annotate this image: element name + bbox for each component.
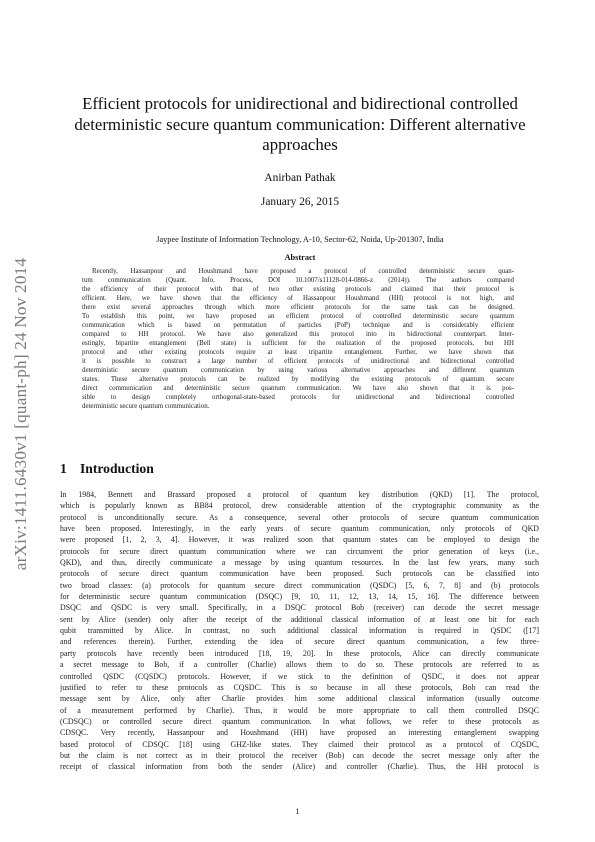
body-line: a secret message to Bob, if a controller (Charlie) allows them to do so. These protocols are referred to as xyxy=(60,660,539,670)
abstract-heading: Abstract xyxy=(284,253,316,262)
body-line: have been proposed. Interestingly, in the early years of secure quantum communication, only protocols of QKD xyxy=(60,524,539,534)
body-line: party protocols have recently been introduced [18, 19, 20]. In these protocols, Alice can directly communicate xyxy=(60,648,539,658)
body-line: DSQC and QSDC is very small. Specifically, in a DSQC protocol Bob (receiver) can decode the secret message xyxy=(60,603,539,613)
body-line: protocols for secure direct quantum communication where we can circumvent the prior generation of keys (i.e., xyxy=(60,546,539,556)
body-line: In 1984, Bennett and Brassard proposed a protocol of quantum key distribution (QKD) [1]. The protocol, xyxy=(60,490,539,499)
abstract-line: estingly, bipartite entanglement (Bell state) is sufficient for the realization of the proposed protocols, but HH xyxy=(82,340,514,347)
body-line: of a measurement performed by Charlie). Thus, it would be more appropriate to call them controlled DSQC xyxy=(60,705,539,715)
arxiv-identifier: arXiv:1411.6430v1 [quant-ph] 24 Nov 2014 xyxy=(11,257,30,571)
abstract-line: communication which is based on permutation of particles (PoP) technique and is considerably efficient xyxy=(82,322,514,329)
author-affiliation: Jaypee Institute of Information Technology, A-10, Sector-62, Noida, Up-201307, India xyxy=(156,235,444,244)
body-line: qubit transmitted by Alice. In contrast, no such additional classical information is required in QSDC ([17] xyxy=(60,626,539,636)
author-name: Anirban Pathak xyxy=(264,172,336,184)
body-line: QKD), and thus, directly communicate a message by using quantum resources. In the last few years, many such xyxy=(60,558,539,568)
body-line: CDSQC. Very recently, Hassanpour and Houshmand (HH) have proposed an interesting entanglement swapping xyxy=(60,728,539,738)
title-line: approaches xyxy=(262,135,338,154)
body-line: message sent by Alice, only after Charlie provides him some additional classical information (usually outcome xyxy=(60,694,539,704)
body-line: but the claim is not correct as in their protocol the receiver (Bob) can decode the secret message only after the xyxy=(60,750,539,760)
page-number: 1 xyxy=(295,806,300,816)
body-line: for deterministic secure quantum communication (DSQC) [9, 10, 11, 12, 13, 14, 15, 16]. The difference between xyxy=(60,592,539,602)
abstract-body xyxy=(82,267,514,411)
abstract-line: efficient. Here, we have shown that the efficiency of Hassanpour Houshmand (HH) protocol is not high, and xyxy=(82,295,514,302)
section-title: Introduction xyxy=(80,461,154,476)
paper-date: January 26, 2015 xyxy=(260,196,340,208)
section-number: 1 xyxy=(60,461,67,476)
body-line: were proposed [1, 2, 3, 4]. However, it was realized soon that quantum states can be employed to design the xyxy=(60,535,539,545)
body-line: sent by Alice (sender) only after the receipt of the additional classical information of at least one bit for each xyxy=(60,614,539,624)
abstract-line: it is possible to construct a large number of efficient protocols of unidirectional and bidirectional controlled xyxy=(82,358,514,365)
abstract-line: there exist several approaches through which more efficient protocols for the same task can be designed. xyxy=(82,304,514,311)
abstract-line: To establish this point, we have proposed an efficient protocol of controlled deterministic secure quantum xyxy=(82,313,514,320)
body-line: receipt of classical information from both the sender (Alice) and controller (Charlie). Thus, the HH protocol is xyxy=(60,762,539,772)
abstract-line: deterministic secure quantum communication. xyxy=(82,403,210,410)
paper-title xyxy=(60,94,540,156)
title-line: deterministic secure quantum communication: Different alternative xyxy=(74,114,526,134)
body-line: and references therein). Further, extending the idea of secure direct quantum communication, a few three- xyxy=(60,637,539,647)
introduction-body xyxy=(60,489,539,773)
body-line: protocols of secure direct quantum communication have been proposed. Such protocols can be classified into xyxy=(60,569,539,579)
title-line: Efficient protocols for unidirectional and bidirectional controlled xyxy=(82,94,518,113)
body-line: justified to refer to these protocols as CQSDC. This is so because in all these protocols, Bob can read the xyxy=(60,682,539,692)
abstract-line: Recently, Hassanpour and Houshmand have proposed a protocol of controlled deterministic secure quan- xyxy=(92,268,514,275)
body-line: protocol is unconditionally secure. As a consequence, several other protocols of secure quantum communication xyxy=(60,512,539,522)
body-line: based protocol of CDSQC [18] using GHZ-like states. They claimed their protocol as a protocol of CQSDC, xyxy=(60,739,539,749)
abstract-line: sible to design completely orthogonal-state-based protocols for unidirectional and bidirectional controlled xyxy=(82,394,514,401)
body-line: (CDSQC) or controlled secure direct quantum communication. In what follows, we refer to these protocols as xyxy=(60,716,539,726)
abstract-line: deterministic secure quantum communication by using various alternative approaches and different quantum xyxy=(82,367,514,374)
body-line: two broad classes: (a) protocols for quantum secure direct communication (QSDC) [5, 6, 7, 8] and (b) protocols xyxy=(60,580,539,590)
body-line: controlled QSDC (CQSDC) protocols. However, if we stick to the definition of QSDC, it does not appear xyxy=(60,671,539,681)
abstract-line: the efficiency of their protocol with that of two other existing protocols and claimed that their protocol is xyxy=(82,286,514,293)
abstract-line: states. These alternative protocols can be realized by modifying the existing protocols of quantum secure xyxy=(82,376,514,383)
body-line: which is popularly known as BB84 protocol, drew considerable attention of the cryptographic community as the xyxy=(60,501,539,511)
abstract-line: tum communication (Quant. Info. Process, DOI 10.1007/s11128-014-0866-z (2014)). The authors compared xyxy=(82,277,514,284)
abstract-line: compared to HH protocol. We have also generalized this protocol into its bidirectional counterpart. Inter- xyxy=(82,331,514,338)
arxiv-sidebar xyxy=(8,236,34,592)
abstract-line: direct communication and deterministic secure quantum communication. We have also shown that it is pos- xyxy=(82,385,514,392)
section-heading xyxy=(60,461,154,477)
abstract-line: protocol and other existing protocols require at least tripartite entanglement. Further, we have shown that xyxy=(82,349,514,356)
